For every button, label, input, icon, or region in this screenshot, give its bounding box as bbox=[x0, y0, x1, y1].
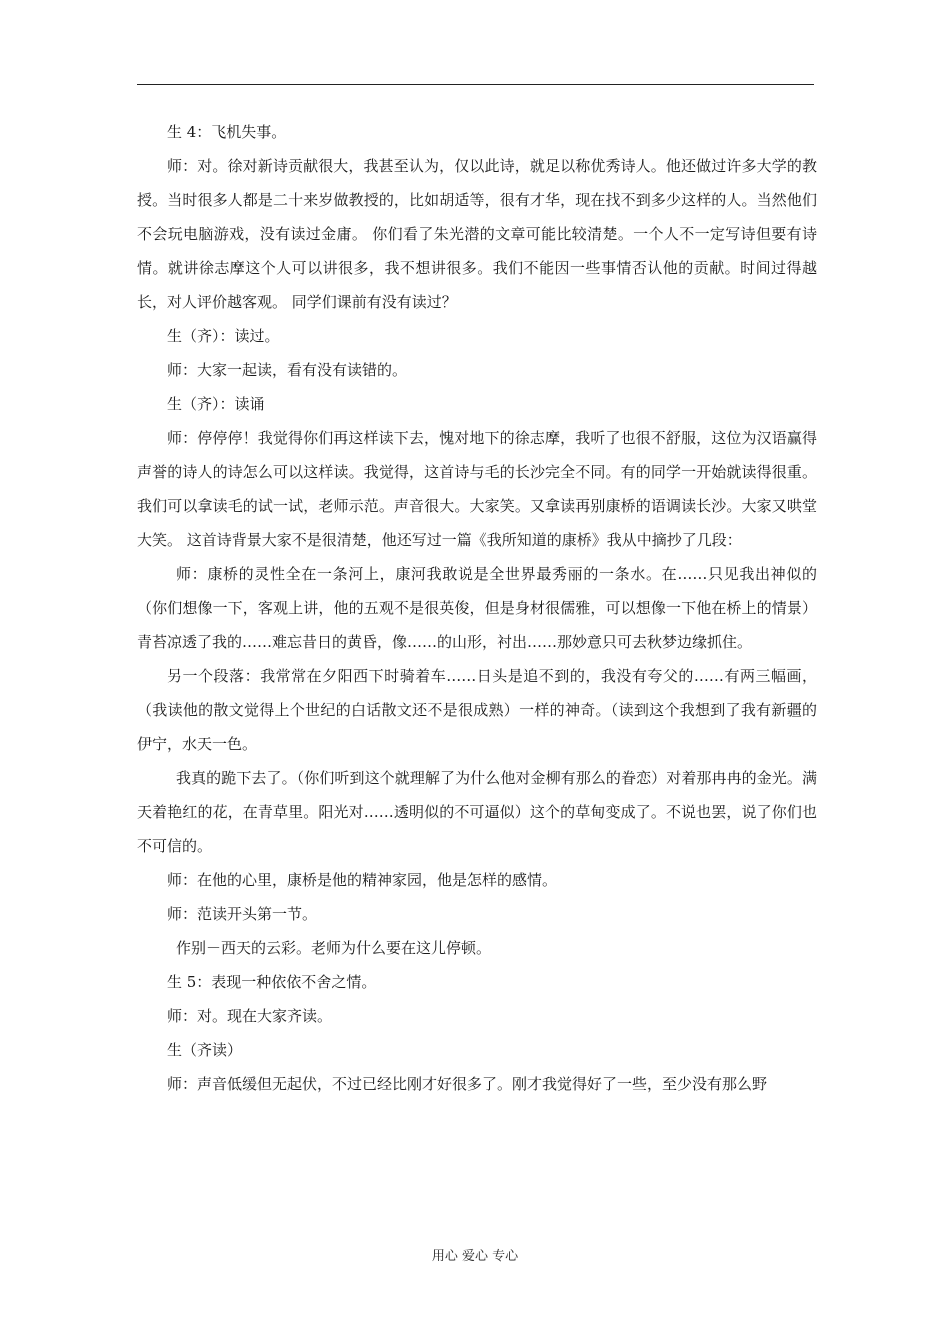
paragraph: 另一个段落：我常常在夕阳西下时骑着车……日头是追不到的，我没有夸父的……有两三幅画，（我读他的散文觉得上个世纪的白话散文还不是很成熟）一样的神奇。（读到这个我想到了我有新疆的伊宁，水天一色。 bbox=[137, 667, 817, 753]
paragraph: 师：在他的心里，康桥是他的精神家园，他是怎样的感情。 bbox=[167, 871, 558, 889]
paragraph: 师：停停停！我觉得你们再这样读下去，愧对地下的徐志摩，我听了也很不舒服，这位为汉语赢得声誉的诗人的诗怎么可以这样读。我觉得，这首诗与毛的长沙完全不同。有的同学一开始就读得很重。 我们可以拿读毛的试一试，老师示范。声音很大。大家笑。又拿读再别康桥的语调读长沙。大家又哄堂大笑。 这首诗背景大家不是很清楚，他还写过一篇《我所知道的康桥》我从中摘抄了几段： bbox=[137, 429, 817, 549]
paragraph: 师：声音低缓但无起伏，不过已经比刚才好很多了。刚才我觉得好了一些，至少没有那么野 bbox=[167, 1075, 768, 1093]
paragraph: 生 4：飞机失事。 bbox=[167, 123, 287, 141]
paragraph: 师：对。现在大家齐读。 bbox=[167, 1007, 333, 1025]
paragraph: 师：对。徐对新诗贡献很大，我甚至认为，仅以此诗，就足以称优秀诗人。他还做过许多大学的教授。当时很多人都是二十来岁做教授的，比如胡适等，很有才华，现在找不到多少这样的人。当然他们不会玩电脑游戏，没有读过金庸。 你们看了朱光潜的文章可能比较清楚。一个人不一定写诗但要有诗情。就讲徐志摩这个人可以讲很多，我不想讲很多。我们不能因一些事情否认他的贡献。时间过得越长，对人评价越客观。 同学们课前有没有读过？ bbox=[137, 157, 817, 311]
document-body bbox=[137, 115, 817, 1101]
paragraph: 生（齐）：读过。 bbox=[167, 327, 280, 345]
paragraph: 作别－西天的云彩。老师为什么要在这儿停顿。 bbox=[176, 939, 492, 957]
header-rule bbox=[137, 84, 814, 85]
paragraph: 师：康桥的灵性全在一条河上，康河我敢说是全世界最秀丽的一条水。在……只见我出神似的（你们想像一下，客观上讲，他的五观不是很英俊，但是身材很儒雅，可以想像一下他在桥上的情景）青苔凉透了我的……难忘昔日的黄昏，像……的山形，衬出……那妙意只可去秋梦边缘抓住。 bbox=[137, 565, 817, 651]
page-footer: 用心 爱心 专心 bbox=[431, 1249, 519, 1264]
paragraph: 生（齐）：读诵 bbox=[167, 395, 265, 413]
paragraph: 生 5：表现一种依依不舍之情。 bbox=[167, 973, 377, 991]
paragraph: 我真的跪下去了。（你们听到这个就理解了为什么他对金柳有那么的眷恋）对着那冉冉的金光。满天着艳红的花，在青草里。阳光对……透明似的不可逼似）这个的草甸变成了。不说也罢，说了你们也不可信的。 bbox=[137, 769, 817, 855]
paragraph: 生（齐读） bbox=[167, 1041, 243, 1059]
paragraph: 师：大家一起读，看有没有读错的。 bbox=[167, 361, 408, 379]
paragraph: 师：范读开头第一节。 bbox=[167, 905, 318, 923]
